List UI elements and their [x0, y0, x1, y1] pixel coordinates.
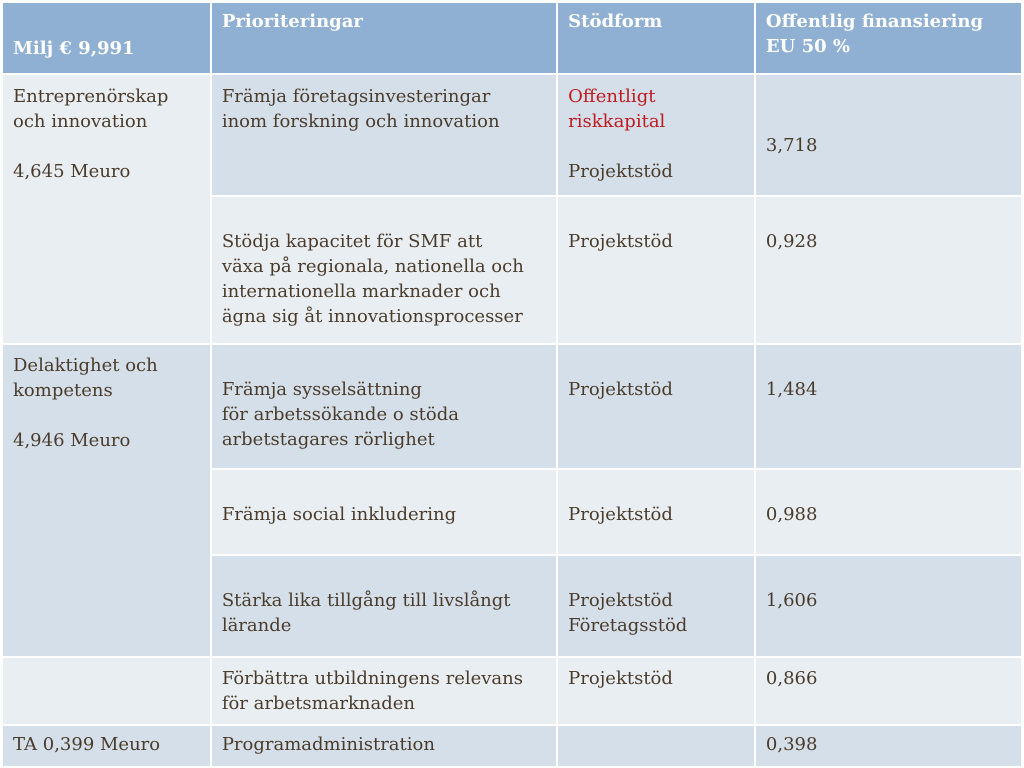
support-cell [557, 74, 755, 196]
priority-text: Främja social inkludering [221, 504, 457, 525]
priority-text: Stärka lika tillgång till livslångt [221, 590, 511, 611]
priority-text: växa på regionala, nationella och [221, 256, 524, 277]
header-priorities-label: Prioriteringar [221, 11, 363, 32]
support-text: Projektstöd [568, 668, 673, 689]
header-support-form-label: Stödform [568, 11, 663, 32]
table-row [2, 657, 1022, 725]
value-text: 0,398 [765, 734, 818, 755]
table-row [2, 344, 1022, 469]
value-text: 0,988 [765, 504, 818, 525]
support-text: Projektstöd [568, 161, 673, 182]
priority-text: Programadministration [221, 734, 435, 755]
table-row [2, 74, 1022, 196]
value-text: 0,866 [765, 668, 818, 689]
value-cell [755, 344, 1022, 469]
support-text: Företagsstöd [568, 615, 688, 636]
header-budget-label: Milj € 9,991 [13, 38, 135, 59]
priority-text: Främja sysselsättning [221, 379, 422, 400]
value-cell [755, 657, 1022, 725]
group-ta [2, 725, 211, 767]
header-priorities [211, 2, 557, 74]
priority-text: ägna sig åt innovationsprocesser [221, 306, 523, 327]
header-public-funding-label: Offentlig finansiering [765, 11, 984, 32]
group-amount: 4,946 Meuro [13, 430, 131, 451]
header-budget [2, 2, 211, 74]
group-title: TA 0,399 Meuro [13, 734, 161, 755]
support-text: Projektstöd [568, 379, 673, 400]
support-text: Projektstöd [568, 504, 673, 525]
table-row [2, 725, 1022, 767]
funding-table [1, 1, 1023, 768]
support-cell [557, 725, 755, 767]
value-cell [755, 74, 1022, 196]
support-cell [557, 344, 755, 469]
priority-cell [211, 555, 557, 657]
group-title: och innovation [13, 111, 148, 132]
priority-cell [211, 657, 557, 725]
support-cell [557, 657, 755, 725]
support-cell [557, 555, 755, 657]
header-public-funding [755, 2, 1022, 74]
support-cell [557, 196, 755, 344]
support-text-highlighted: riskkapital [568, 111, 666, 132]
value-text: 3,718 [765, 135, 818, 156]
value-text: 1,606 [765, 590, 818, 611]
priority-cell [211, 344, 557, 469]
group-title: kompetens [13, 380, 113, 401]
header-row [2, 2, 1022, 74]
priority-text: Förbättra utbildningens relevans [221, 668, 523, 689]
empty-group-cell [2, 657, 211, 725]
value-cell [755, 725, 1022, 767]
value-cell [755, 555, 1022, 657]
support-text: Projektstöd [568, 231, 673, 252]
header-eu-share-label: EU 50 % [765, 36, 851, 57]
support-text-highlighted: Offentligt [568, 86, 656, 107]
priority-text: arbetstagares rörlighet [221, 429, 435, 450]
priority-text: lärande [221, 615, 292, 636]
value-text: 0,928 [765, 231, 818, 252]
value-cell [755, 469, 1022, 555]
priority-text: för arbetssökande o stöda [221, 404, 459, 425]
priority-cell [211, 469, 557, 555]
priority-cell [211, 74, 557, 196]
group-title: Delaktighet och [13, 355, 158, 376]
priority-text: för arbetsmarknaden [221, 693, 416, 714]
priority-text: internationella marknader och [221, 281, 501, 302]
group-title: Entreprenörskap [13, 86, 169, 107]
group-participation [2, 344, 211, 657]
group-entrepreneurship [2, 74, 211, 344]
priority-cell [211, 725, 557, 767]
priority-cell [211, 196, 557, 344]
priority-text: Främja företagsinvesteringar [221, 86, 491, 107]
support-cell [557, 469, 755, 555]
support-text: Projektstöd [568, 590, 673, 611]
priority-text: Stödja kapacitet för SMF att [221, 231, 483, 252]
group-amount: 4,645 Meuro [13, 161, 131, 182]
priority-text: inom forskning och innovation [221, 111, 500, 132]
header-support-form [557, 2, 755, 74]
value-cell [755, 196, 1022, 344]
value-text: 1,484 [765, 379, 818, 400]
